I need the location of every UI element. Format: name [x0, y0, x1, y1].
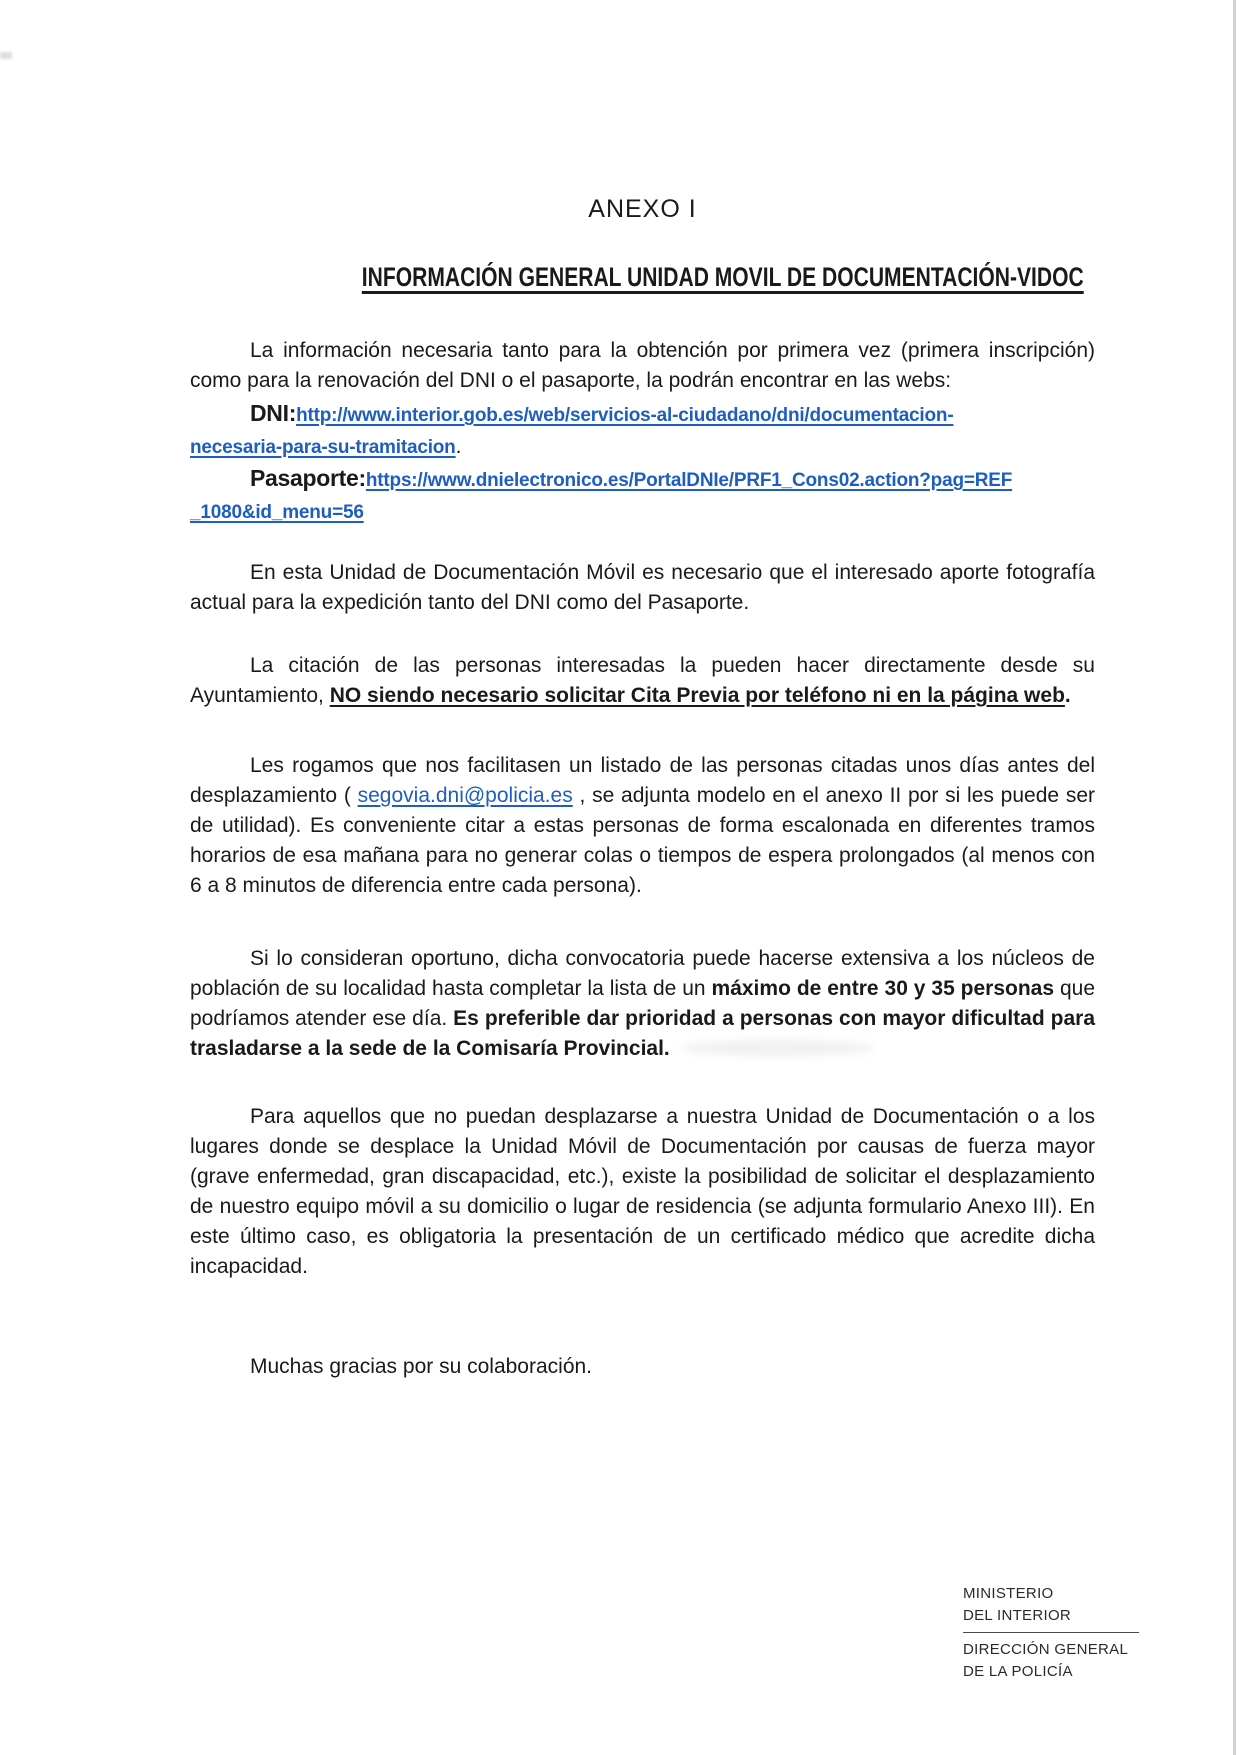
document-heading-row [190, 262, 1095, 292]
letterhead-footer [963, 1583, 1163, 1683]
paragraph-convocatoria [190, 944, 1095, 1064]
no-cita-previa-emphasis: NO siendo necesario solicitar Cita Previa por teléfono ni en la página web [329, 684, 1065, 707]
dni-link-line-2 [190, 431, 1095, 463]
pasaporte-link-line-1 [190, 463, 1095, 496]
ministry-line-2: DEL INTERIOR [963, 1607, 1072, 1624]
dni-url-link[interactable]: http://www.interior.gob.es/web/servicios-al-ciudadano/dni/documentacion- [296, 405, 954, 426]
scan-corner-artifact [0, 52, 12, 59]
prioridad-emphasis: Es preferible dar prioridad a personas con mayor dificultad para trasladarse a la sede de la Comisaría Provincial. [190, 1007, 1095, 1060]
dni-url-link-continued[interactable]: necesaria-para-su-tramitacion [190, 437, 456, 458]
links-section [190, 398, 1095, 528]
email-link[interactable]: segovia.dni@policia.es [357, 784, 573, 807]
direction-line-1: DIRECCIÓN GENERAL [963, 1641, 1129, 1658]
paragraph-desplazamiento: Para aquellos que no puedan desplazarse a nuestra Unidad de Documentación o a los lugares donde se desplace la Unidad Móvil de Documentación por causas de fuerza mayor (grave enfermedad, gran discapacidad, etc.), existe la posibilidad de solicitar el desplazamiento de nuestro equipo móvil a su domicilio o lugar de residencia (se adjunta formulario Anexo III). En este último caso, es obligatoria la presentación de un certificado médico que acredite dicha incapacidad. [190, 1105, 1095, 1278]
text-run: . [455, 435, 462, 458]
text-run: . [1064, 684, 1071, 707]
text-run: Les rogamos que nos facilitasen un listado de las personas citadas unos días antes del desplazamiento ( [190, 754, 1095, 807]
pasaporte-url-link[interactable]: https://www.dnielectronico.es/PortalDNIe/PRF1_Cons02.action?pag=REF [365, 470, 1013, 491]
paragraph-citacion [190, 651, 1095, 711]
dni-label: DNI: [250, 400, 297, 426]
paragraph-listado [190, 751, 1095, 901]
closing-line: Muchas gracias por su colaboración. [250, 1355, 593, 1378]
footer-divider [963, 1632, 1139, 1633]
document-content [190, 0, 1095, 1382]
max-personas-emphasis: máximo de entre 30 y 35 personas [711, 977, 1055, 1000]
ministry-line-1: MINISTERIO [963, 1585, 1054, 1602]
direction-line-2: DE LA POLICÍA [963, 1663, 1073, 1680]
document-heading: INFORMACIÓN GENERAL UNIDAD MOVIL DE DOCUMENTACIÓN-VIDOC [361, 262, 1084, 292]
pasaporte-label: Pasaporte: [250, 465, 366, 491]
document-title: ANEXO I [588, 195, 697, 223]
scan-edge-artifact [1233, 0, 1236, 1755]
paragraph-intro: La información necesaria tanto para la obtención por primera vez (primera inscripción) como para la renovación del DNI o el pasaporte, la podrán encontrar en las webs: [190, 339, 1095, 392]
text-run: que podríamos atender ese día. [190, 977, 1096, 1030]
text-run: Si lo consideran oportuno, dicha convocatoria puede hacerse extensiva a los núcleos de población de su localidad hasta completar la lista de un [190, 947, 1095, 1000]
pasaporte-url-link-continued[interactable]: _1080&id_menu=56 [190, 502, 364, 523]
scan-smudge-artifact [680, 1040, 875, 1056]
paragraph-unidad-movil: En esta Unidad de Documentación Móvil es necesario que el interesado aporte fotografía actual para la expedición tanto del DNI como del Pasaporte. [190, 561, 1095, 614]
text-run: La citación de las personas interesadas la pueden hacer directamente desde su Ayuntamiento, [190, 654, 1095, 707]
text-run: , se adjunta modelo en el anexo II por si les puede ser de utilidad). Es conveniente citar a estas personas de forma escalonada en diferentes tramos horarios de esa mañana para no generar colas o tiempos de espera prolongados (al menos con 6 a 8 minutos de diferencia entre cada persona). [190, 784, 1095, 897]
dni-link-line-1 [190, 398, 1095, 431]
pasaporte-link-line-2 [190, 496, 1095, 528]
